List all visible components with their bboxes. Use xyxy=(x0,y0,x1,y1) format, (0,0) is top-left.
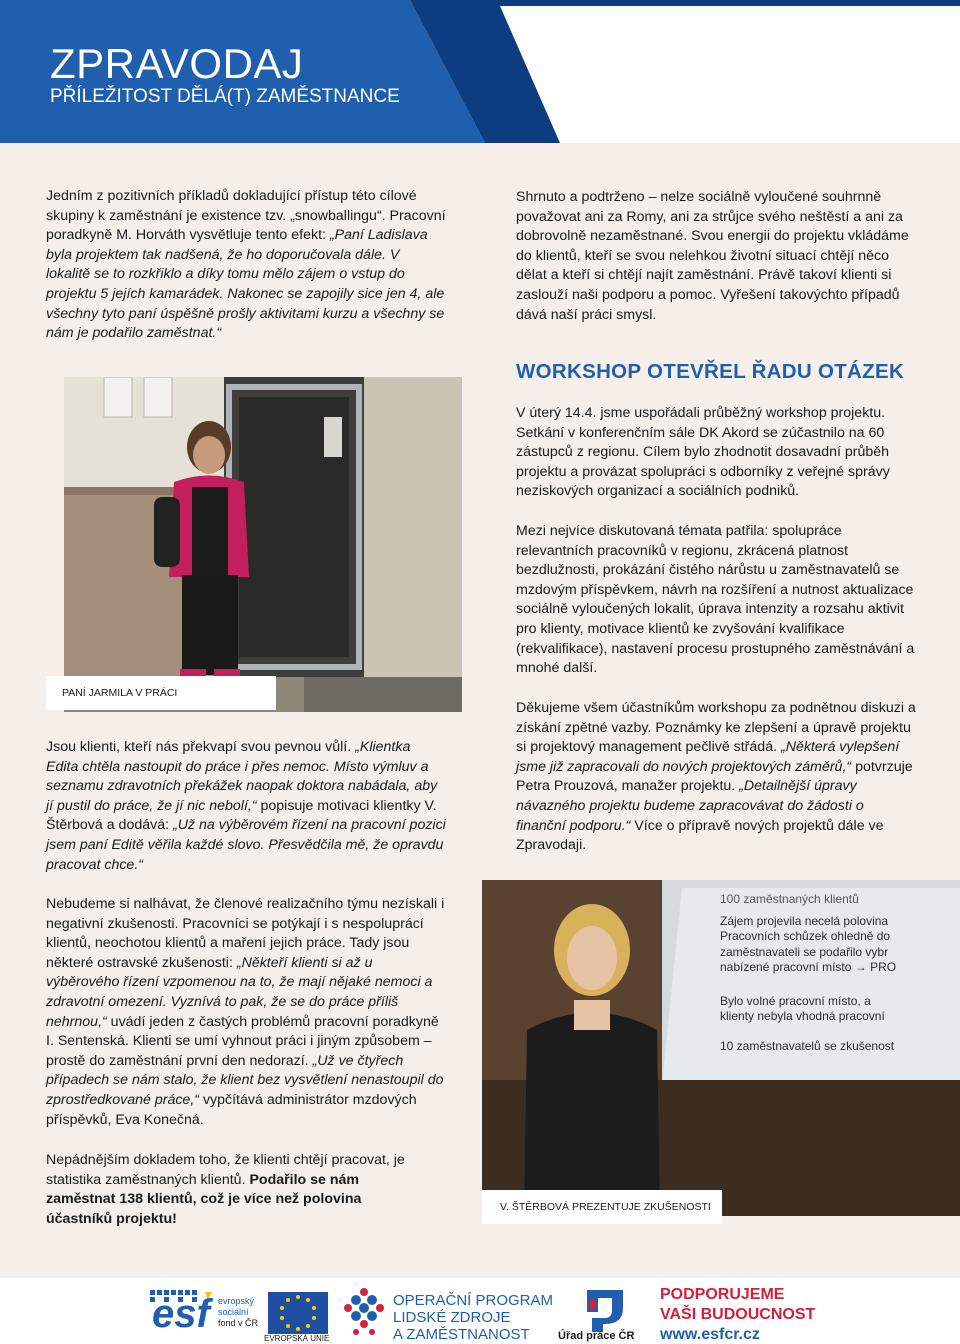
intro-quote: „Paní Ladislava byla projektem tak nadšená, že ho doporučovala dále. V lokalitě se to rozkřiklo a díky tomu mělo zájem o vstup do projektu 5 jejích kamarádek. Nakonec se zapojily sice jen 4, ale všechny tyto paní úspěšně prošly aktivitami kurzu a všechny se nám je podařilo zaměstnat.“ xyxy=(46,227,445,342)
right-paragraph-2: V úterý 14.4. jsme uspořádali průběžný workshop projektu. Setkání v konferenčním sále DK Akord se zúčastnilo na 60 zástupců z regionu. Cílem bylo zhodnotit dosavadní průběh projektu a provázat spolupráci s odborníky z veřejné správy neziskových organizací a sociálních podniků. xyxy=(516,405,890,500)
urad-prace-caption: Úřad práce ČR xyxy=(558,1330,635,1342)
newsletter-title: ZPRAVODAJ xyxy=(50,40,304,87)
photo-caption-sterbova: V. ŠTĚRBOVÁ PREZENTUJE ZKUŠENOSTI xyxy=(482,1190,722,1224)
esf-caption: evropský sociální fond v ČR xyxy=(218,1296,259,1328)
right-paragraph-3: Mezi nejvíce diskutovaná témata patřila: spolupráce relevantních pracovníků v regionu, zkrácená platnost bezdlužnosti, prokázání čistého nárůstu u zaměstnavatelů se mzdovým příspěvkem, návrh na rozšíření a nutnost aktualizace sociálně vyloučených lokalit, úprava intenzity a rozsahu aktivit pro klienty, motivace klientů ke zvyšování kvalifikace (rekvalifikace), nastavení procesu prostupného zaměstnávání a mnohé další. xyxy=(516,523,915,677)
support-slogan: PODPORUJEME VAŠI BUDOUCNOST www.esfcr.cz xyxy=(660,1286,816,1343)
esf-logo-text: esf xyxy=(152,1292,210,1336)
newsletter-subtitle: PŘÍLEŽITOST DĚLÁ(T) ZAMĚSTNANCE xyxy=(50,86,400,107)
intro-text: Jedním z pozitivních příkladů dokladující přístup této cílové skupiny k zaměstnání je existence tzv. „snowballingu“. Pracovní poradkyně M. Horváth vysvětluje tento efekt: xyxy=(46,188,446,244)
left-intro-paragraph xyxy=(46,187,446,344)
photo-caption-jarmila: PANÍ JARMILA V PRÁCI xyxy=(46,676,276,710)
newsletter-header xyxy=(0,0,960,143)
left-paragraph-4: Nepádnějším dokladem toho, že klienti chtějí pracovat, je statistika zaměstnaných klientů. Podařilo se nám zaměstnat 138 klientů, což je více než polovina účastníků projektu! xyxy=(46,1152,405,1227)
right-paragraph-4: Děkujeme všem účastníkům workshopu za podnětnou diskuzi a získání zpětné vazby. Poznámky ke zlepšení a úpravě projektu si projektový management pečlivě střádá. „Některá vylepšení jsme již zapracovali do nových projektových záměrů,“ potvrzuje Petra Prouzová, manažer projektu. „Detailnější úpravy návazného projektu budeme zapracovávat do žádosti o finanční podporu.“ Více o přípravě nových projektů dále ve Zpravodaji. xyxy=(516,700,916,854)
section-heading-workshop: WORKSHOP OTEVŘEL ŘADU OTÁZEK xyxy=(516,360,905,383)
photo-pani-jarmila xyxy=(64,377,462,712)
photo-presentation xyxy=(482,880,960,1216)
slide-text: 100 zaměstnaných klientů Zájem projevila necelá polovina Pracovních schůzek ohledně do zaměstnavateli se podařilo vybr nabízené pracovní místo → PRO Bylo volné pracovní místo, a klienty nebyla vhodná pracovní 10 zaměstnavatelů se zkušenost xyxy=(720,892,897,1053)
left-paragraph-2: Jsou klienti, kteří nás překvapí svou pevnou vůlí. „Klientka Edita chtěla nastoupit do práce i přes nemoc. Místo výmluv a seznamu zdravotních překážek naopak doktora nabádala, aby jí pustil do práce, že jí nic nebolí,“ popisuje motivaci klientky V. Štěrbová a dodává: „Už na výběrovém řízení na pracovní pozici jsem paní Editě věřila každé slovo. Přesvědčila mě, že opravdu pracovat chce.“ xyxy=(46,739,446,873)
footer-logos xyxy=(0,1278,960,1344)
highlight-statistic: Podařilo se nám zaměstnat 138 klientů, což je více než polovina účastníků projektu! xyxy=(46,1171,362,1227)
eu-caption: EVROPSKÁ UNIE xyxy=(264,1334,330,1343)
left-paragraph-3: Nebudeme si nalhávat, že členové realizačního týmu nezískali i negativní zkušenosti. Pracovníci se potýkají i s nespoluprácí klientů, neochotou klientů a maření jejich práce. Tady jsou některé ostravské zkušenosti: „Někteří klienti si až u výběrového řízení vzpomenou na to, že mají nějaké nemoci a zdravotní omezení. Vyznívá to pak, že se do práce příliš nehrnou,“ uvádí jeden z častých problémů pracovní poradkyně I. Sentenská. Klienti se umí vyhnout práci i jiným způsobem – prostě do zaměstnání první den nedorazí. „Už ve čtyřech případech se nám stalo, že klient bez vysvětlení nenastoupil do zprostředkované práce,“ vypčítává administrátor mzdových příspěvků, Eva Konečná. xyxy=(46,896,445,1128)
operational-program-logo: OPERAČNÍ PROGRAM LIDSKÉ ZDROJE A ZAMĚSTNANOST xyxy=(393,1292,554,1343)
photo-building-entrance-image xyxy=(64,377,462,712)
right-paragraph-1: Shrnuto a podtrženo – nelze sociálně vyloučené souhrnně považovat ani za Romy, ani za strůjce svého neštěstí a ani za dobrovolně nezaměstnané. Svou energii do projektu vkládáme do klientů, kteří se svou nelehkou životní situací chtějí něco dělat a kteří si chtějí najít zaměstnání. Právě takoví klienti si zaslouží naši podporu a pomoc. Vyřešení takovýchto případů dává naší práci smysl. xyxy=(516,189,909,323)
